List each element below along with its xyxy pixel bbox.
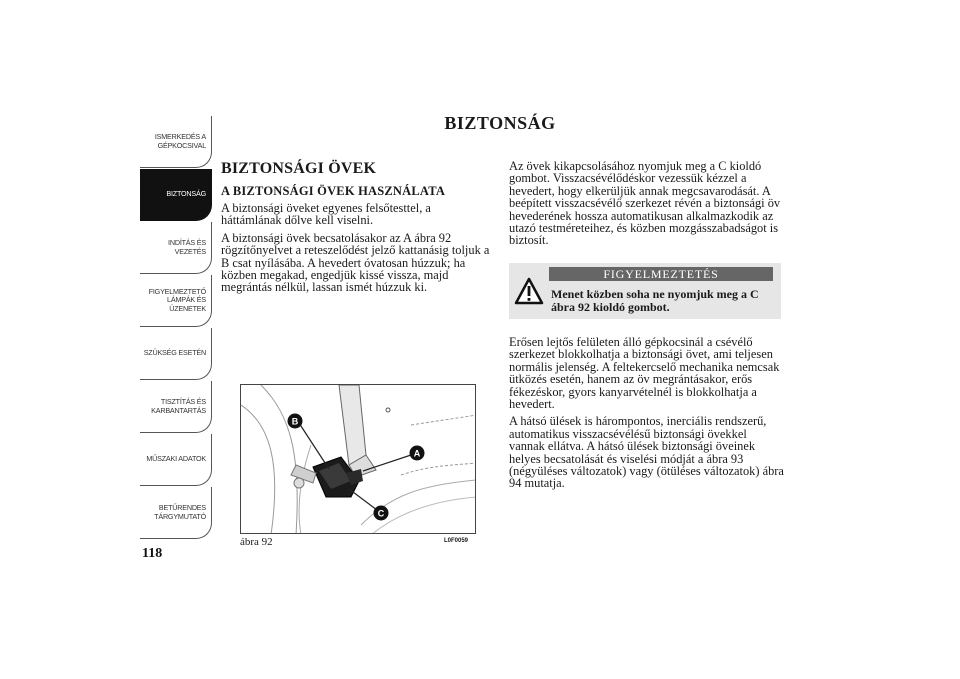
callout-a xyxy=(410,446,425,461)
tab-targymutato[interactable] xyxy=(140,487,212,539)
warning-box xyxy=(509,263,781,319)
figure-code: L0F0059 xyxy=(444,538,469,544)
tab-figyelmezteto[interactable] xyxy=(140,275,212,327)
tab-label: SZÜKSÉG ESETÉN xyxy=(143,348,206,358)
left-column xyxy=(221,160,493,299)
paragraph: A biztonsági öveket egyenes felsőtesttel, a háttámlának dőlve kell viselni. xyxy=(221,201,431,228)
tab-ismerkedes[interactable] xyxy=(140,116,212,168)
callout-a-label: A xyxy=(413,448,421,459)
tab-muszaki[interactable] xyxy=(140,434,212,486)
tab-tisztitas[interactable] xyxy=(140,381,212,433)
seatbelt-figure xyxy=(240,384,476,534)
page-title: BIZTONSÁG xyxy=(444,113,556,133)
tab-inditas[interactable] xyxy=(140,222,212,274)
callout-b xyxy=(288,414,303,429)
right-column xyxy=(509,160,784,252)
callout-b-label: B xyxy=(291,416,299,427)
tab-label: INDÍTÁS ÉS VEZETÉS xyxy=(168,238,206,256)
tab-biztonsag[interactable] xyxy=(140,169,212,221)
tab-label: ISMERKEDÉS A GÉPKOCSIVAL xyxy=(154,132,206,150)
right-column-lower xyxy=(509,336,784,495)
paragraph: Erősen lejtős felületen álló gépkocsinál a csévélő szerkezet blokkolhatja a biztonsági övet, ami teljesen normális jelenség. A feltekercselő mechanika nemcsak ütközés esetén, hanem az öv megrántásakor, erős fékezéskor, gyors kanyarvételnél is blokkolhatja a hevedert. xyxy=(509,335,780,412)
warning-triangle-icon xyxy=(514,277,544,305)
tab-label: BETŰRENDES TÁRGYMUTATÓ xyxy=(154,503,206,521)
tab-label: FIGYELMEZTETŐ LÁMPÁK ÉS ÜZENETEK xyxy=(148,287,206,313)
warning-icon-cell xyxy=(509,263,549,319)
paragraph: A biztonsági övek becsatolásakor az A ábra 92 rögzítőnyelvet a reteszelődést jelző kattanásig toljuk a B csat nyílásába. A hevedert óvatosan húzzuk; ha közben megakad, engedjük kissé vissza, majd megrántás nélkül, lassan ismét húzzuk ki. xyxy=(221,230,490,295)
section-title: BIZTONSÁGI ÖVEK xyxy=(221,160,377,177)
figure-caption: ábra 92 xyxy=(240,536,273,548)
tab-label: TISZTÍTÁS ÉS KARBANTARTÁS xyxy=(151,397,206,415)
warning-text: Menet közben soha ne nyomjuk meg a C ábra 92 kioldó gombot. xyxy=(551,287,759,314)
tab-label: MŰSZAKI ADATOK xyxy=(146,454,206,464)
tab-szukseg[interactable] xyxy=(140,328,212,380)
subsection-title: A BIZTONSÁGI ÖVEK HASZNÁLATA xyxy=(221,184,446,198)
warning-body xyxy=(549,263,781,319)
callout-c xyxy=(374,506,389,521)
paragraph: Az övek kikapcsolásához nyomjuk meg a C kioldó gombot. Visszacsévélődéskor vezessük kézzel a hevedert, hogy elkerüljük annak megcsavarodását. A beépített visszacsévélő szerkezet révén a biztonsági öv hevederének hossza automatikusan alkalmazkodik az utazó testméreteihez, és közben mozgásszabadságot is biztosít. xyxy=(509,159,781,248)
callout-c-label: C xyxy=(377,508,385,519)
paragraph: A hátsó ülések is hárompontos, inerciális rendszerű, automatikus visszacsévélésű biztonsági övekkel vannak ellátva. A hátsó ülések biztonsági öveinek helyes becsatolását és viselési módját a ábra 93 (négyüléses változatok) vagy (ötüléses változatok) ábra 94 mutatja. xyxy=(509,414,784,491)
page-number: 118 xyxy=(142,546,163,561)
warning-heading: FIGYELMEZTETÉS xyxy=(549,267,773,281)
seatbelt-illustration xyxy=(241,385,476,534)
tab-label: BIZTONSÁG xyxy=(166,189,206,199)
